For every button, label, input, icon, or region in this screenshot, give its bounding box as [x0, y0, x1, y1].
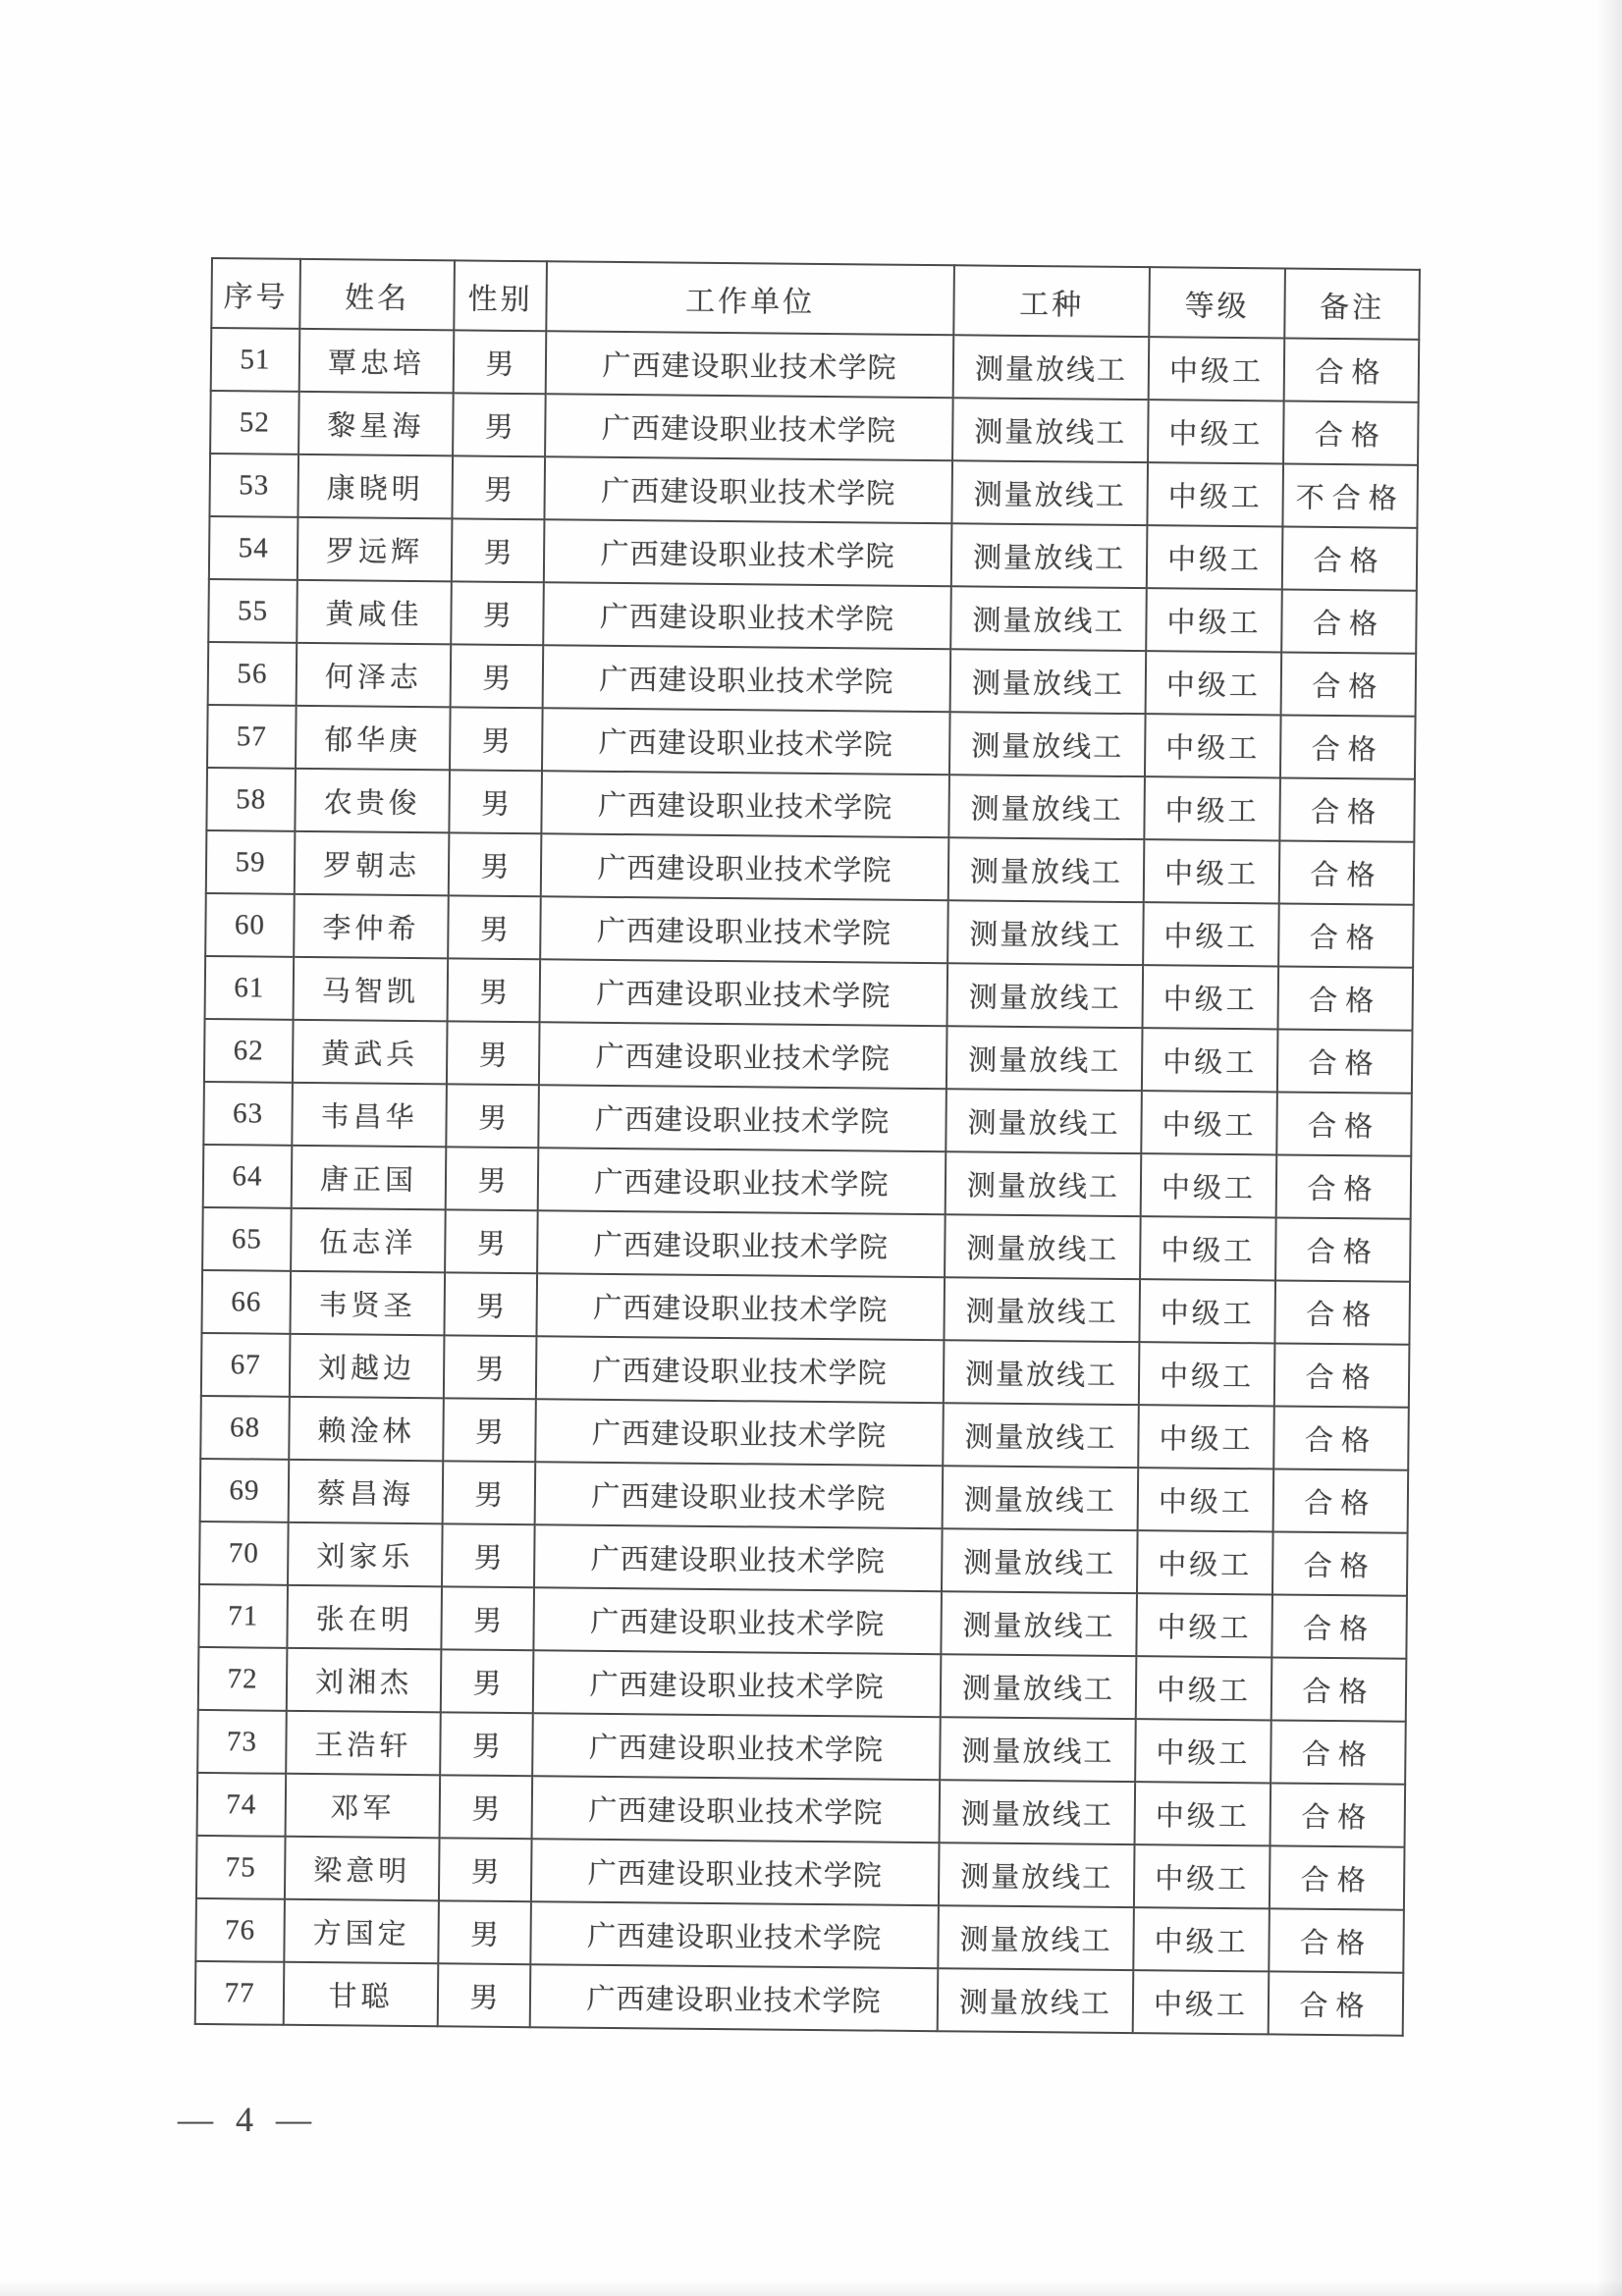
- cell-gender: 男: [441, 1586, 534, 1650]
- cell-index: 54: [209, 516, 298, 580]
- cell-gender: 男: [443, 1398, 536, 1462]
- cell-remark: 合格: [1278, 903, 1414, 967]
- cell-gender: 男: [452, 455, 545, 519]
- cell-remark: 合格: [1276, 1154, 1412, 1218]
- cell-index: 77: [195, 1961, 285, 2025]
- cell-name: 刘越边: [290, 1334, 445, 1399]
- table-row: [206, 830, 1415, 905]
- cell-trade: 测量放线工: [940, 1717, 1136, 1782]
- cell-gender: 男: [441, 1649, 534, 1713]
- table-body: [195, 328, 1420, 2036]
- cell-trade: 测量放线工: [948, 774, 1145, 839]
- cell-index: 71: [198, 1584, 288, 1648]
- cell-name: 康晓明: [297, 454, 453, 519]
- cell-remark: 合格: [1281, 652, 1417, 716]
- cell-name: 黎星海: [298, 392, 454, 456]
- cell-work_unit: 广西建设职业技术学院: [546, 331, 954, 398]
- cell-work_unit: 广西建设职业技术学院: [533, 1650, 942, 1717]
- cell-grade: 中级工: [1141, 1091, 1277, 1154]
- cell-work_unit: 广西建设职业技术学院: [531, 1839, 940, 1905]
- table-row: [195, 1961, 1404, 2036]
- cell-trade: 测量放线工: [952, 398, 1149, 462]
- cell-trade: 测量放线工: [949, 712, 1146, 776]
- cell-grade: 中级工: [1137, 1530, 1273, 1594]
- cell-remark: 合格: [1282, 526, 1418, 590]
- cell-grade: 中级工: [1147, 525, 1283, 589]
- column-header-name: 姓名: [299, 259, 455, 331]
- page-footer: [147, 2099, 344, 2140]
- cell-work_unit: 广西建设职业技术学院: [536, 1273, 945, 1340]
- cell-remark: 合格: [1278, 966, 1414, 1030]
- cell-index: 69: [200, 1459, 290, 1522]
- cell-name: 方国定: [284, 1899, 439, 1964]
- table-row: [211, 328, 1420, 402]
- table-row: [198, 1584, 1407, 1659]
- cell-index: 63: [203, 1082, 293, 1146]
- cell-remark: 合格: [1280, 715, 1416, 778]
- cell-trade: 测量放线工: [951, 523, 1148, 588]
- table-row: [208, 642, 1417, 717]
- cell-grade: 中级工: [1136, 1593, 1272, 1657]
- cell-trade: 测量放线工: [941, 1654, 1137, 1719]
- cell-grade: 中级工: [1139, 1279, 1275, 1343]
- cell-name: 李仲希: [294, 894, 449, 959]
- table-row: [208, 579, 1417, 654]
- cell-name: 覃忠培: [299, 329, 455, 394]
- cell-name: 伍志洋: [291, 1208, 446, 1273]
- cell-trade: 测量放线工: [944, 1340, 1140, 1405]
- cell-name: 刘家乐: [288, 1522, 443, 1587]
- cell-index: 58: [206, 768, 296, 831]
- cell-index: 66: [201, 1270, 291, 1334]
- cell-gender: 男: [446, 1147, 539, 1210]
- cell-grade: 中级工: [1135, 1719, 1271, 1783]
- table-row: [196, 1836, 1405, 1910]
- cell-work_unit: 广西建设职业技术学院: [541, 833, 949, 900]
- cell-name: 郁华庚: [296, 706, 451, 771]
- cell-name: 唐正国: [292, 1146, 447, 1210]
- cell-grade: 中级工: [1133, 1970, 1270, 2034]
- cell-grade: 中级工: [1143, 902, 1279, 966]
- cell-trade: 测量放线工: [950, 649, 1147, 714]
- cell-name: 马智凯: [294, 957, 449, 1022]
- cell-gender: 男: [443, 1461, 536, 1524]
- column-header-trade: 工种: [953, 265, 1150, 337]
- cell-grade: 中级工: [1148, 400, 1284, 463]
- cell-name: 黄咸佳: [297, 580, 452, 645]
- cell-gender: 男: [449, 832, 542, 896]
- cell-gender: 男: [438, 1963, 531, 2027]
- certification-results-table: [194, 257, 1421, 2037]
- cell-work_unit: 广西建设职业技术学院: [535, 1399, 944, 1466]
- cell-index: 73: [197, 1710, 287, 1774]
- cell-trade: 测量放线工: [948, 837, 1145, 902]
- cell-trade: 测量放线工: [941, 1591, 1137, 1656]
- table-row: [197, 1773, 1406, 1847]
- column-header-gender: 性别: [454, 260, 547, 331]
- cell-work_unit: 广西建设职业技术学院: [543, 582, 951, 649]
- cell-trade: 测量放线工: [943, 1403, 1139, 1468]
- cell-index: 74: [197, 1773, 287, 1837]
- cell-name: 韦昌华: [292, 1083, 447, 1148]
- cell-work_unit: 广西建设职业技术学院: [540, 896, 948, 963]
- cell-work_unit: 广西建设职业技术学院: [534, 1524, 943, 1591]
- cell-remark: 合格: [1271, 1720, 1406, 1784]
- table-row: [195, 1898, 1404, 1973]
- cell-gender: 男: [440, 1712, 533, 1776]
- cell-index: 53: [209, 454, 298, 517]
- cell-trade: 测量放线工: [938, 1905, 1134, 1970]
- cell-name: 赖淦林: [289, 1397, 444, 1462]
- cell-remark: 合格: [1271, 1657, 1407, 1721]
- scan-edge-shadow-bottom: [0, 2280, 1622, 2296]
- cell-work_unit: 广西建设职业技术学院: [538, 1085, 946, 1151]
- cell-name: 何泽志: [297, 643, 452, 708]
- cell-index: 55: [208, 579, 297, 643]
- cell-gender: 男: [444, 1272, 537, 1336]
- cell-name: 罗朝志: [295, 831, 450, 896]
- cell-gender: 男: [438, 1900, 531, 1964]
- cell-remark: 合格: [1271, 1783, 1406, 1846]
- cell-index: 67: [201, 1333, 291, 1397]
- cell-name: 梁意明: [285, 1837, 440, 1901]
- cell-work_unit: 广西建设职业技术学院: [530, 1901, 939, 1968]
- cell-trade: 测量放线工: [953, 335, 1150, 400]
- cell-index: 59: [206, 830, 296, 894]
- table-row: [203, 1082, 1412, 1156]
- cell-remark: 合格: [1284, 338, 1420, 401]
- cell-trade: 测量放线工: [946, 1026, 1143, 1091]
- cell-remark: 合格: [1277, 1029, 1413, 1093]
- cell-gender: 男: [453, 393, 546, 456]
- cell-work_unit: 广西建设职业技术学院: [532, 1776, 941, 1842]
- cell-name: 刘湘杰: [287, 1648, 442, 1713]
- cell-name: 蔡昌海: [289, 1460, 444, 1524]
- cell-grade: 中级工: [1149, 337, 1285, 400]
- cell-remark: 合格: [1273, 1406, 1409, 1469]
- cell-grade: 中级工: [1145, 714, 1281, 777]
- table-row: [197, 1710, 1406, 1785]
- cell-work_unit: 广西建设职业技术学院: [542, 708, 950, 774]
- cell-name: 黄武兵: [293, 1020, 448, 1085]
- cell-remark: 合格: [1281, 589, 1417, 653]
- table-row: [205, 956, 1414, 1031]
- cell-trade: 测量放线工: [940, 1780, 1136, 1844]
- cell-remark: 合格: [1275, 1217, 1411, 1281]
- cell-work_unit: 广西建设职业技术学院: [540, 959, 948, 1026]
- cell-index: 61: [205, 956, 295, 1020]
- cell-index: 76: [195, 1898, 285, 1962]
- cell-index: 56: [208, 642, 297, 706]
- table-row: [205, 893, 1414, 968]
- column-header-grade: 等级: [1149, 267, 1285, 338]
- cell-name: 农贵俊: [295, 769, 450, 833]
- table-row: [199, 1522, 1408, 1596]
- cell-remark: 合格: [1270, 1845, 1405, 1909]
- cell-index: 68: [200, 1396, 290, 1460]
- cell-remark: 合格: [1269, 1971, 1404, 2035]
- table-header: [211, 258, 1420, 340]
- cell-index: 62: [204, 1019, 294, 1083]
- cell-work_unit: 广西建设职业技术学院: [538, 1148, 946, 1214]
- cell-trade: 测量放线工: [942, 1528, 1138, 1593]
- cell-work_unit: 广西建设职业技术学院: [533, 1587, 942, 1654]
- cell-work_unit: 广西建设职业技术学院: [544, 519, 952, 586]
- scan-edge-shadow-right: [1596, 0, 1622, 2296]
- table-row: [209, 454, 1418, 528]
- cell-gender: 男: [451, 644, 544, 708]
- cell-name: 邓军: [286, 1774, 441, 1839]
- cell-trade: 测量放线工: [939, 1842, 1135, 1907]
- cell-index: 75: [196, 1836, 286, 1899]
- cell-gender: 男: [442, 1523, 535, 1587]
- cell-grade: 中级工: [1133, 1907, 1270, 1971]
- cell-index: 52: [210, 391, 299, 454]
- cell-work_unit: 广西建设职业技术学院: [532, 1713, 941, 1780]
- cell-gender: 男: [444, 1335, 537, 1399]
- cell-work_unit: 广西建设职业技术学院: [539, 1022, 947, 1089]
- cell-index: 60: [205, 893, 295, 957]
- cell-grade: 中级工: [1140, 1216, 1276, 1280]
- cell-gender: 男: [439, 1838, 532, 1901]
- table-row: [201, 1333, 1410, 1408]
- cell-work_unit: 广西建设职业技术学院: [541, 771, 949, 837]
- cell-gender: 男: [447, 1021, 540, 1085]
- cell-remark: 合格: [1273, 1468, 1409, 1532]
- cell-trade: 测量放线工: [946, 1151, 1142, 1216]
- cell-trade: 测量放线工: [944, 1277, 1140, 1342]
- cell-grade: 中级工: [1143, 965, 1279, 1029]
- table-row: [200, 1396, 1409, 1470]
- cell-grade: 中级工: [1141, 1153, 1277, 1217]
- table-header-row: [211, 258, 1420, 340]
- cell-index: 51: [211, 328, 300, 392]
- table-row: [210, 391, 1419, 465]
- cell-remark: 合格: [1274, 1343, 1410, 1407]
- column-header-work_unit: 工作单位: [546, 261, 954, 335]
- table-row: [200, 1459, 1409, 1533]
- table-row: [206, 768, 1415, 842]
- cell-remark: 合格: [1279, 777, 1415, 841]
- cell-grade: 中级工: [1135, 1782, 1271, 1845]
- cell-work_unit: 广西建设职业技术学院: [530, 1964, 939, 2031]
- cell-trade: 测量放线工: [947, 963, 1144, 1028]
- cell-index: 70: [199, 1522, 289, 1585]
- cell-name: 王浩轩: [286, 1711, 441, 1776]
- cell-work_unit: 广西建设职业技术学院: [544, 456, 952, 523]
- cell-work_unit: 广西建设职业技术学院: [536, 1336, 945, 1403]
- cell-grade: 中级工: [1147, 462, 1283, 526]
- cell-grade: 中级工: [1142, 1028, 1278, 1092]
- table-row: [198, 1647, 1407, 1722]
- cell-gender: 男: [448, 958, 541, 1022]
- cell-grade: 中级工: [1144, 839, 1280, 903]
- cell-remark: 不合格: [1282, 463, 1418, 527]
- cell-name: 韦贤圣: [290, 1271, 445, 1336]
- cell-index: 72: [198, 1647, 288, 1711]
- cell-trade: 测量放线工: [946, 1089, 1142, 1153]
- page-number-text: — 4 —: [178, 2100, 313, 2139]
- cell-gender: 男: [450, 707, 543, 771]
- cell-grade: 中级工: [1139, 1342, 1275, 1406]
- cell-grade: 中级工: [1146, 588, 1282, 652]
- cell-trade: 测量放线工: [951, 460, 1148, 525]
- table-row: [209, 516, 1418, 591]
- table-row: [202, 1207, 1411, 1282]
- cell-grade: 中级工: [1146, 651, 1282, 715]
- cell-grade: 中级工: [1144, 776, 1280, 840]
- cell-index: 65: [202, 1207, 292, 1271]
- cell-gender: 男: [440, 1775, 533, 1839]
- cell-remark: 合格: [1274, 1280, 1410, 1344]
- cell-trade: 测量放线工: [943, 1466, 1139, 1530]
- cell-index: 64: [203, 1145, 293, 1208]
- cell-name: 罗远辉: [297, 517, 453, 582]
- cell-gender: 男: [449, 770, 542, 833]
- cell-grade: 中级工: [1136, 1656, 1272, 1720]
- cell-trade: 测量放线工: [947, 900, 1144, 965]
- cell-remark: 合格: [1271, 1594, 1407, 1658]
- cell-trade: 测量放线工: [950, 586, 1147, 651]
- cell-remark: 合格: [1272, 1531, 1408, 1595]
- cell-remark: 合格: [1279, 840, 1415, 904]
- cell-trade: 测量放线工: [945, 1214, 1141, 1279]
- cell-name: 甘聪: [284, 1962, 439, 2027]
- table-row: [203, 1145, 1412, 1219]
- cell-grade: 中级工: [1134, 1844, 1271, 1908]
- cell-name: 张在明: [287, 1585, 442, 1650]
- cell-remark: 合格: [1269, 1908, 1404, 1972]
- cell-grade: 中级工: [1138, 1405, 1274, 1468]
- cell-work_unit: 广西建设职业技术学院: [545, 394, 953, 460]
- cell-trade: 测量放线工: [938, 1968, 1134, 2033]
- cell-gender: 男: [451, 581, 544, 645]
- cell-gender: 男: [446, 1084, 539, 1148]
- cell-gender: 男: [452, 518, 545, 582]
- cell-work_unit: 广西建设职业技术学院: [543, 645, 951, 712]
- table-row: [201, 1270, 1410, 1345]
- table-row: [207, 705, 1416, 779]
- column-header-index: 序号: [211, 258, 300, 329]
- cell-gender: 男: [454, 330, 547, 394]
- cell-index: 57: [207, 705, 297, 769]
- cell-work_unit: 广西建设职业技术学院: [537, 1210, 946, 1277]
- cell-remark: 合格: [1276, 1092, 1412, 1155]
- cell-gender: 男: [445, 1209, 538, 1273]
- cell-work_unit: 广西建设职业技术学院: [535, 1462, 944, 1528]
- table-row: [204, 1019, 1413, 1094]
- cell-grade: 中级工: [1138, 1468, 1274, 1531]
- cell-gender: 男: [448, 895, 541, 959]
- column-header-remark: 备注: [1284, 269, 1420, 340]
- cell-remark: 合格: [1283, 400, 1419, 464]
